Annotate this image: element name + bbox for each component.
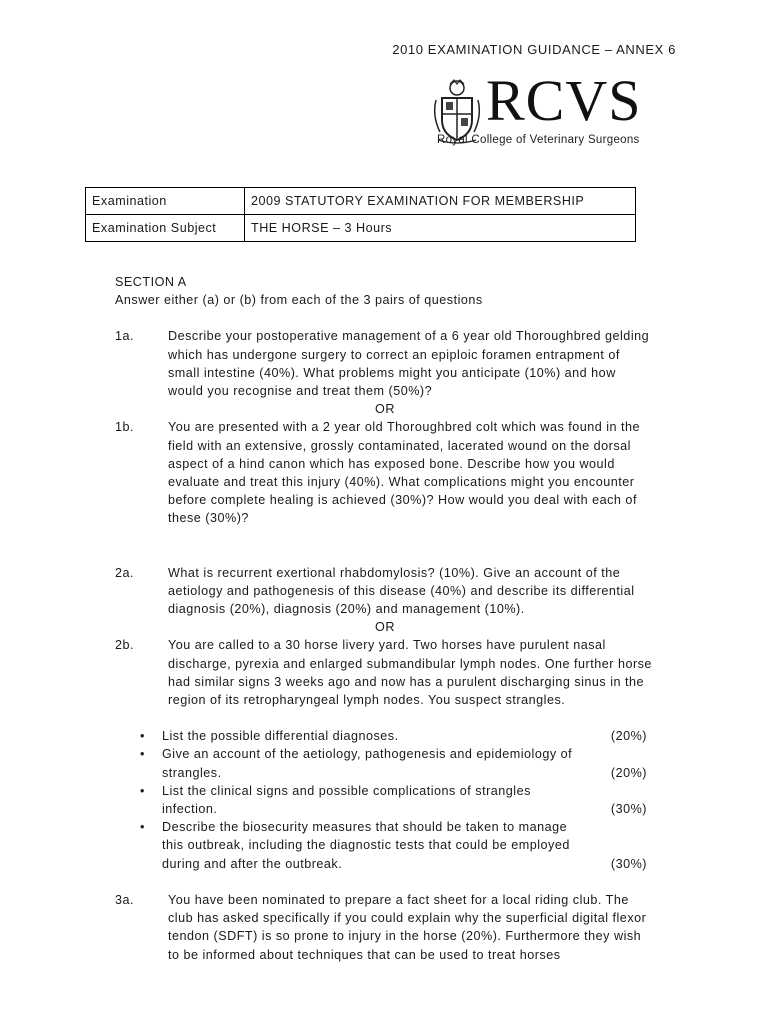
questions-content: [115, 273, 655, 964]
question-3a: [115, 891, 655, 964]
question-number: 2b.: [115, 638, 135, 653]
table-row: [86, 215, 636, 242]
question-number: 1a.: [115, 329, 135, 344]
list-item: • List the possible differential diagnoses. (20%): [140, 729, 647, 744]
subject-value: THE HORSE – 3 Hours: [245, 215, 636, 242]
section-title: SECTION A: [115, 275, 187, 289]
list-item: • List the clinical signs and possible complications of strangles infection. (30%): [140, 783, 647, 817]
question-text: You are presented with a 2 year old Thoroughbred colt which was found in the field with an extensive, grossly contaminated, lacerated wound on the dorsal aspect of a hind canon which has exposed bone. Describe how you would evaluate and treat this injury (40%). What complications might you encounter before complete healing is achieved (30%)? How would you deal with each of these (30%)?: [168, 420, 641, 526]
rcvs-subtitle: Royal College of Veterinary Surgeons: [437, 134, 640, 146]
annex-header: 2010 EXAMINATION GUIDANCE – ANNEX 6: [392, 42, 676, 57]
subject-label: Examination Subject: [86, 215, 245, 242]
question-number: 1b.: [115, 420, 135, 435]
question-number: 3a.: [115, 892, 135, 907]
rcvs-logo: [432, 68, 647, 154]
strangles-subquestions: [115, 727, 655, 873]
exam-value: 2009 STATUTORY EXAMINATION FOR MEMBERSHIP: [245, 188, 636, 215]
or-divider: OR: [375, 402, 395, 417]
section-instruction: Answer either (a) or (b) from each of the 3 pairs of questions: [115, 293, 483, 308]
exam-label: Examination: [86, 188, 245, 215]
rcvs-wordmark: RCVS: [486, 68, 642, 133]
question-text: What is recurrent exertional rhabdomylosis? (10%). Give an account of the aetiology and pathogenesis of this disease (40%) and describe its differential diagnosis (20%), diagnosis (20%) and management (10%).: [168, 565, 635, 617]
or-divider: OR: [375, 620, 395, 635]
list-item: • Give an account of the aetiology, pathogenesis and epidemiology of strangles. (20%): [140, 747, 647, 780]
question-1b: [115, 418, 655, 527]
question-number: 2a.: [115, 565, 135, 580]
question-text: Describe your postoperative management of a 6 year old Thoroughbred gelding which has undergone surgery to correct an epiploic foramen entrapment of small intestine (40%). What problems might you anticipate (10%) and how would you recognise and treat them (50%)?: [168, 329, 650, 399]
question-2a: [115, 564, 655, 619]
question-text: You are called to a 30 horse livery yard. Two horses have purulent nasal discharge, pyrexia and enlarged submandibular lymph nodes. One further horse had similar signs 3 weeks ago and now has a purulent discharging sinus in the region of its retropharyngeal lymph nodes. You suspect strangles.: [168, 638, 652, 708]
exam-info-table: [85, 187, 636, 242]
table-row: [86, 188, 636, 215]
question-1a: [115, 327, 655, 400]
question-text: You have been nominated to prepare a fact sheet for a local riding club. The club has asked specifically if you could explain why the superficial digital flexor tendon (SDFT) is so prone to injury in the horse (20%). Furthermore they wish to be informed about techniques that can be used to treat horses: [168, 892, 647, 962]
question-2b: [115, 636, 655, 709]
list-item: • Describe the biosecurity measures that should be taken to manage this outbreak, including the diagnostic tests that could be employed during and after the outbreak. (30%): [140, 820, 647, 871]
